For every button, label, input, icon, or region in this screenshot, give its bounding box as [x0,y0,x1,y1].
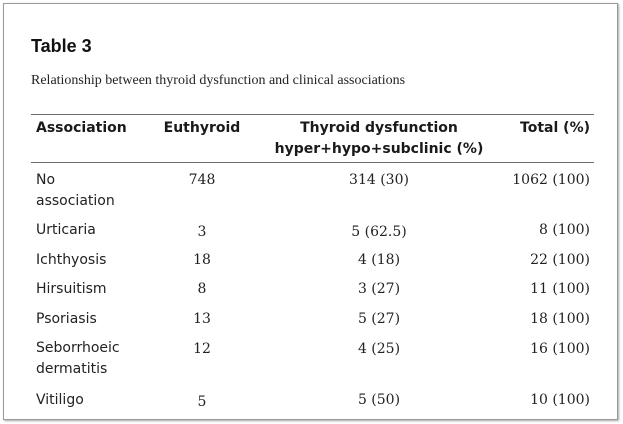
row-association: Urticaria [36,222,96,238]
row-association: Hirsuitism [36,281,107,297]
row-euthyroid: 13 [193,311,211,327]
table-title: Table 3 [31,36,92,56]
header-euthyroid: Euthyroid [163,120,241,136]
row-dysfunction: 4 (25) [357,341,401,357]
header-dysfunction [268,118,490,160]
row-euthyroid: 3 [197,224,207,240]
row-dysfunction: 5 (50) [357,392,401,408]
row-association: Seborrhoeic dermatitis [36,340,120,377]
row-total: 16 (100) [530,341,590,357]
row-total: 10 (100) [530,392,590,408]
table-caption: Relationship between thyroid dysfunction and clinical associations [31,73,406,88]
header-association: Association [36,120,127,136]
row-dysfunction: 314 (30) [349,172,409,188]
row-euthyroid: 8 [197,281,207,297]
row-total: 18 (100) [530,311,590,327]
row-dysfunction: 4 (18) [357,252,401,268]
row-euthyroid: 748 [188,172,216,188]
row-dysfunction: 5 (27) [357,311,401,327]
row-euthyroid: 12 [193,341,211,357]
row-total: 22 (100) [530,252,590,268]
row-euthyroid: 18 [193,252,211,268]
header-dysfunction-line2: hyper+hypo+subclinic (%) [274,141,484,157]
header-dysfunction-line1: Thyroid dysfunction [300,120,458,136]
row-euthyroid: 5 [197,394,207,410]
row-association: No association [36,172,115,209]
row-dysfunction: 3 (27) [357,281,401,297]
header-total: Total (%) [520,120,590,136]
row-total: 1062 (100) [512,172,590,188]
row-dysfunction: 5 (62.5) [351,224,407,240]
header-rule [31,162,594,163]
row-total: 8 (100) [538,222,590,238]
row-association: Vitiligo [36,392,84,408]
row-association: Psoriasis [36,311,97,327]
row-total: 11 (100) [530,281,590,297]
row-association: Ichthyosis [36,252,107,268]
table-top-rule [31,114,594,115]
